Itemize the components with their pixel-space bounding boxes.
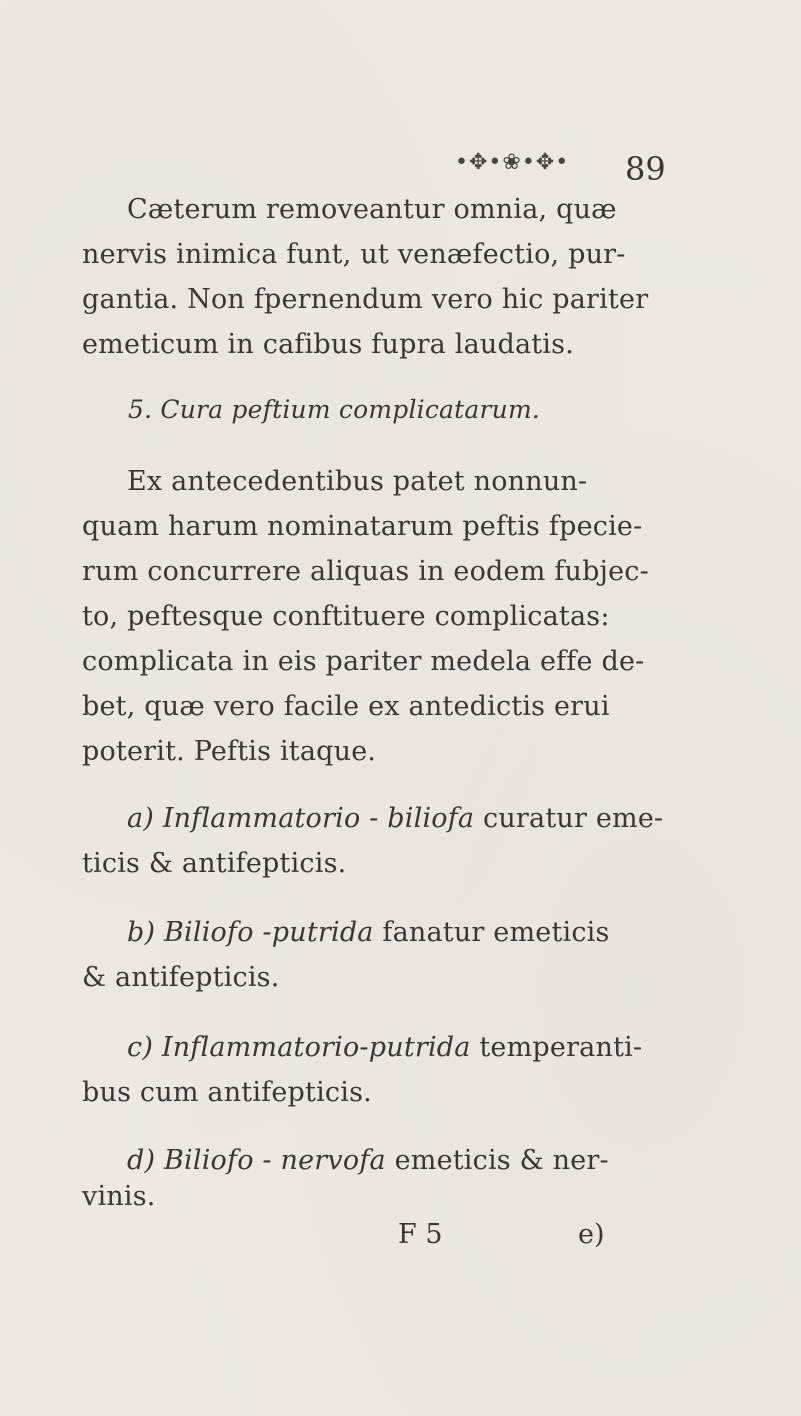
list-item-b [127, 917, 610, 949]
catchword: e) [578, 1219, 605, 1250]
item-label: a) Inflammatorio - biliofa [127, 803, 475, 834]
text-line: Cæterum removeantur omnia, quæ [127, 194, 617, 225]
item-text: emeticis & ner- [385, 1145, 609, 1176]
text-line: rum concurrere aliquas in eodem fubjec- [82, 556, 649, 587]
text-line: ticis & antifepticis. [82, 848, 347, 879]
text-line: to, peftesque conftituere complicatas: [82, 601, 610, 632]
list-item-c [127, 1032, 642, 1064]
item-label: b) Biliofo -putrida [127, 917, 374, 948]
list-item-a [127, 803, 663, 835]
text-line: nervis inimica funt, ut venæfectio, pur- [82, 239, 626, 270]
page-header [0, 150, 801, 190]
text-line: vinis. [82, 1181, 156, 1212]
item-label: c) Inflammatorio-putrida [127, 1032, 471, 1063]
text-line: gantia. Non fpernendum vero hic pariter [82, 284, 649, 315]
text-line: bus cum antifepticis. [82, 1077, 372, 1108]
signature-mark: F 5 [398, 1219, 443, 1250]
header-ornament: •✥•❀•✥• [455, 150, 570, 175]
text-line: poterit. Peftis itaque. [82, 736, 377, 767]
item-label: d) Biliofo - nervofa [127, 1145, 386, 1176]
item-text: temperanti- [470, 1032, 643, 1063]
text-line: quam harum nominatarum peftis fpecie- [82, 511, 643, 542]
item-text: fanatur emeticis [373, 917, 610, 948]
text-line: complicata in eis pariter medela effe de- [82, 646, 645, 677]
section-heading: 5. Cura peftium complicatarum. [128, 395, 540, 424]
item-text: curatur eme- [474, 803, 664, 834]
page-number: 89 [625, 150, 666, 188]
text-line: bet, quæ vero facile ex antedictis erui [82, 691, 610, 722]
text-line: emeticum in cafibus fupra laudatis. [82, 329, 574, 360]
text-line: & antifepticis. [82, 962, 280, 993]
text-line: Ex antecedentibus patet nonnun- [127, 466, 588, 497]
list-item-d [127, 1145, 609, 1177]
